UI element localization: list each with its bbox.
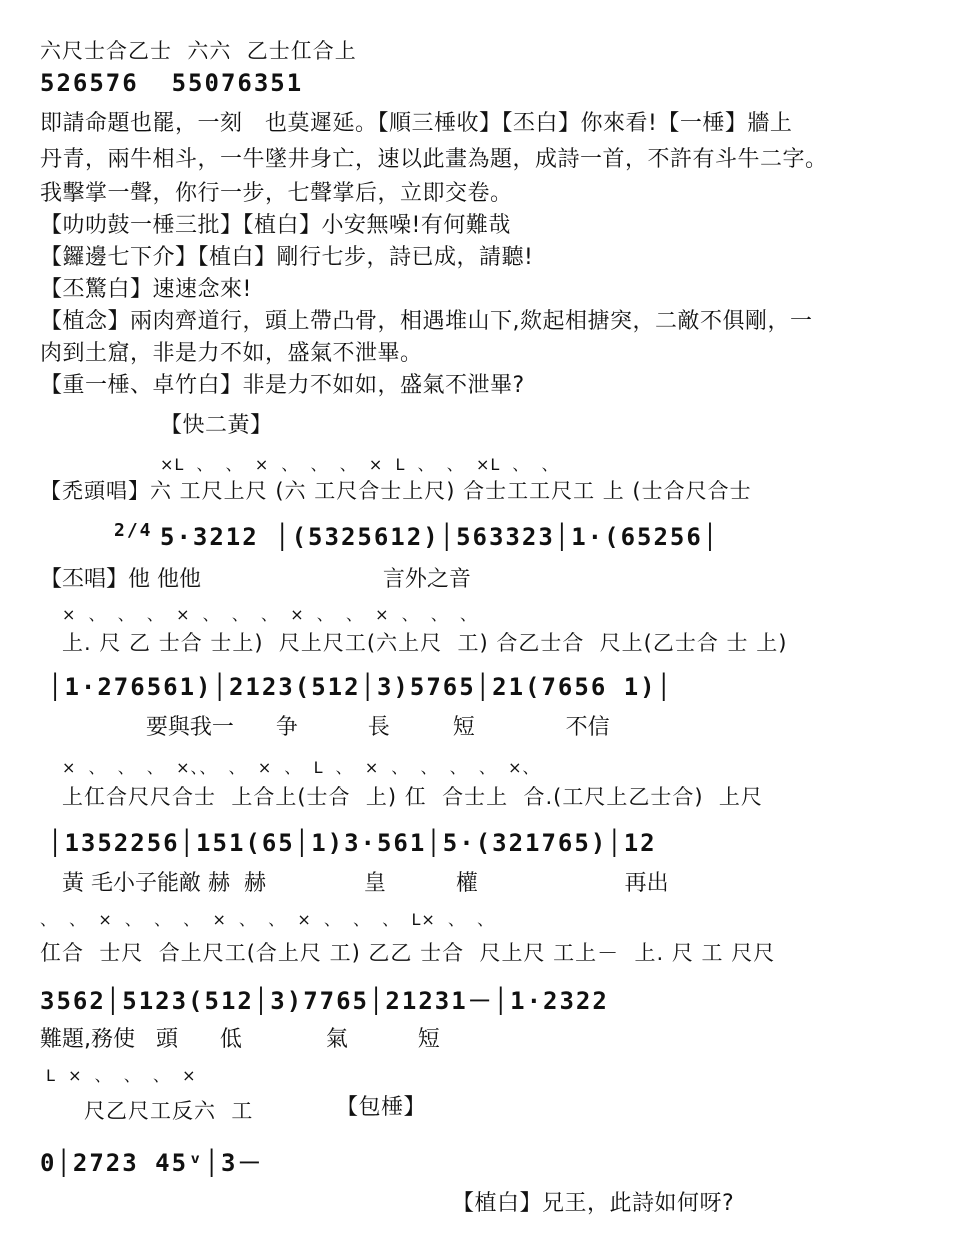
system-4-lyrics: 難題,務使 頭 低 氣 短	[40, 1027, 440, 1052]
system-5-gongche: 尺乙尺工反六 工	[84, 1099, 254, 1123]
prose-line-9: 【重一棰、卓竹白】非是力不如如，盛氣不泄畢?	[40, 373, 525, 398]
system-2-jianpu: │1·276561)│2123(512│3)5765│21(7656 1)│	[48, 673, 674, 701]
system-5-marks: L × 、 、 、 ×	[46, 1066, 197, 1085]
system-4-gongche: 仜合 士尺 合上尺工(合上尺 工) 乙乙 士合 尺上尺 工上－ 上. 尺 工 尺尺	[40, 941, 776, 965]
system-4-jianpu: 3562│5123(512│3)7765│21231－│1·2322	[40, 987, 609, 1015]
section-title: 【快二黃】	[160, 413, 273, 438]
prose-line-1: 即請命題也罷，一刻 也莫遲延。【順三棰收】【丕白】你來看!【一棰】牆上	[40, 111, 793, 136]
system-2-lyrics: 要與我一 争 長 短 不信	[62, 715, 610, 740]
system-5-label: 【包棰】	[336, 1095, 427, 1120]
prose-line-8: 肉到土窟，非是力不如，盛氣不泄畢。	[40, 341, 423, 366]
prose-line-6: 【丕驚白】速速念來!	[40, 277, 252, 302]
system-3-gongche: 上仜合尺尺合士 上合上(士合 上) 仜 合士上 合.(工尺上乙士合) 上尺	[62, 785, 763, 809]
system-2-gongche: 上. 尺 乙 士合 士上) 尺上尺工(六上尺 工) 合乙士合 尺上(乙士合 士 上)	[62, 631, 788, 655]
system-4-marks: 、 、 × 、 、 、 × 、 、 × 、 、 、 L× 、 、	[40, 910, 495, 929]
system-5-jianpu: 0│2723 45ᵛ│3－	[40, 1149, 264, 1177]
system-1-lyrics: 【丕唱】他 他他 言外之音	[40, 567, 471, 592]
prose-line-5: 【鑼邊七下介】【植白】剛行七步，詩已成，請聽!	[40, 245, 534, 270]
system-3-lyrics: 黃 毛小子能敵 赫 赫 皇 權 再出	[62, 871, 669, 896]
footer-line: 【植白】兄王，此詩如何呀?	[452, 1191, 735, 1216]
intro-gongche: 六尺士合乙士 六六 乙士仜合上	[40, 39, 357, 63]
prose-line-4: 【叻叻鼓一棰三批】【植白】小安無噪!有何難哉	[40, 213, 511, 238]
system-1-time-signature: 2/4	[114, 520, 153, 541]
system-3-marks: × 、 、 、 ×、、 、 × 、 L 、 × 、 、 、 、 ×、	[62, 758, 540, 777]
system-1-jianpu: 5·3212 │(5325612)│563323│1·(65256│	[160, 523, 720, 551]
system-2-marks: × 、 、 、 × 、 、 、 × 、 、 × 、 、 、	[62, 605, 478, 624]
system-3-jianpu: │1352256│151(65│1)3·561│5·(321765)│12	[48, 829, 657, 857]
prose-line-7: 【植念】兩肉齊道行，頭上帶凸骨，相遇堆山下,欻起相搪突，二敵不俱剛，一	[40, 309, 813, 334]
intro-jianpu: 526576 55076351	[40, 69, 304, 97]
system-1-gongche: 【禿頭唱】六 工尺上尺 (六 工尺合士上尺) 合士工工尺工 上 (士合尺合士	[40, 479, 752, 503]
prose-line-2: 丹青，兩牛相斗，一牛墜井身亡，速以此畫為題，成詩一首，不許有斗牛二字。	[40, 147, 828, 172]
prose-line-3: 我擊掌一聲，你行一步，七聲掌后，立即交卷。	[40, 181, 513, 206]
system-1-marks: ×L 、 、 × 、 、 、 × L 、 、 ×L 、 、	[160, 455, 559, 474]
